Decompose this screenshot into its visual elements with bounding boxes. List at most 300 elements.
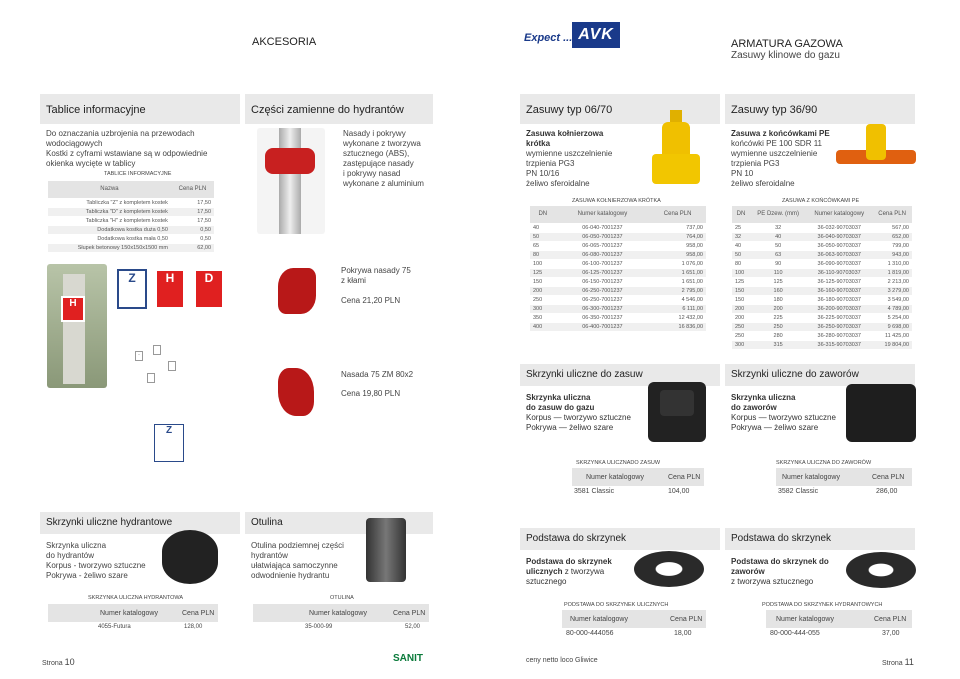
logo-expect: Expect ...	[524, 32, 573, 44]
hydrant-head-photo	[257, 128, 325, 234]
desc-line: żeliwo sferoidalne	[731, 179, 795, 188]
table-cell: 16 836,00	[649, 322, 706, 331]
podstawa1-caption: PODSTAWA DO SKRZYNEK ULICZNYCH	[564, 602, 669, 608]
desc-line: wykonane z tworzywa	[343, 139, 421, 148]
cell-num: 80-000-444056	[566, 630, 614, 637]
table-row	[530, 277, 706, 286]
desc-line: trzpienia PG3	[526, 159, 575, 168]
header-left-title: AKCESORIA	[252, 36, 317, 48]
table-cell: 06-250-7001237	[556, 295, 650, 304]
table-row	[530, 268, 706, 277]
table-row	[732, 223, 912, 232]
footer-page-number: 10	[64, 657, 75, 667]
section-title-zasuwy3690: Zasuwy typ 36/90	[731, 104, 818, 116]
table-cell: 62,00	[171, 243, 214, 252]
table-cell: 250	[750, 322, 806, 331]
table-row	[732, 331, 912, 340]
table-cell: Tabliczka "Z" z kompletem kostek	[48, 198, 171, 207]
footer-label: Strona	[42, 660, 63, 667]
table-cell: 652,00	[872, 232, 912, 241]
zasuwa3690-table	[732, 206, 912, 350]
col-price: Cena PLN	[171, 181, 214, 198]
table-cell: 6 111,00	[649, 304, 706, 313]
table-row	[530, 223, 706, 232]
hydrant-red-nozzle	[265, 148, 315, 174]
desc-line: ulicznych	[526, 567, 563, 576]
col-num: Numer katalogowy	[556, 206, 650, 223]
pokrywa-name-line: z kłami	[341, 276, 366, 285]
zasuwa0670-description	[526, 149, 612, 189]
skrz-zaworow-table	[776, 468, 912, 495]
post-sign	[61, 296, 85, 322]
desc-line: żeliwo sferoidalne	[526, 179, 590, 188]
nasady-description	[343, 129, 433, 189]
zasuwa0670-table-caption: ZASUWA KOŁNIERZOWA KRÓTKA	[572, 198, 661, 204]
table-row	[732, 277, 912, 286]
col-price: Cena PLN	[649, 206, 706, 223]
table-row	[530, 241, 706, 250]
table-row	[48, 207, 214, 216]
table-cell: 06-300-7001237	[556, 304, 650, 313]
skrz-zaworow-title: Skrzynki uliczne do zaworów	[731, 369, 859, 380]
cell-num: 4055-Futura	[98, 624, 131, 630]
desc-line: Pokrywa — żeliwo szare	[526, 423, 614, 432]
tablice-description	[46, 129, 236, 169]
table-cell: 958,00	[649, 250, 706, 259]
table-cell: 17,50	[171, 198, 214, 207]
skrz-hydr-desc	[46, 541, 146, 581]
col-price: Cena PLN	[872, 206, 912, 223]
otulina-desc	[251, 541, 344, 581]
table-cell: 300	[530, 304, 556, 313]
table-cell: 0,50	[171, 234, 214, 243]
skrz-zasuw-desc	[526, 393, 631, 433]
table-row	[732, 286, 912, 295]
footer-label: Strona	[882, 660, 903, 667]
table-cell: 50	[732, 250, 750, 259]
table-cell: 958,00	[649, 241, 706, 250]
table-cell: Dodatkowa kostka mała 0,50	[48, 234, 171, 243]
table-cell: 36-125-90703037	[806, 277, 872, 286]
table-cell: 250	[732, 322, 750, 331]
cube-icon	[153, 345, 161, 355]
table-cell: 06-400-7001237	[556, 322, 650, 331]
table-cell: 943,00	[872, 250, 912, 259]
table-row	[530, 322, 706, 331]
table-row	[732, 241, 912, 250]
table-row	[530, 295, 706, 304]
table-cell: 100	[732, 268, 750, 277]
desc-line: Skrzynka uliczna	[526, 393, 591, 402]
desc-line: Skrzynka uliczna	[731, 393, 796, 402]
table-cell: 06-250-7001237	[556, 286, 650, 295]
table-cell: 150	[732, 286, 750, 295]
zasuwa3690-title: Zasuwa z końcówkami PE	[731, 129, 830, 138]
tablice-desc-line: Do oznaczania uzbrojenia na przewodach	[46, 129, 195, 138]
cell-num: 80-000-444-055	[770, 630, 820, 637]
table-cell: 125	[750, 277, 806, 286]
desc-line: zastępujące nasady	[343, 159, 414, 168]
table-cell: 200	[750, 304, 806, 313]
col-num: Numer katalogowy	[776, 615, 834, 623]
table-cell: 125	[732, 277, 750, 286]
valve-flange	[652, 154, 700, 184]
desc-line: z tworzywa sztucznego	[731, 577, 814, 586]
otulina-title: Otulina	[251, 517, 283, 528]
col-dn: DN	[732, 206, 750, 223]
col-price: Cena PLN	[874, 615, 907, 623]
table-cell: 06-350-7001237	[556, 313, 650, 322]
yellow-gate-valve-photo	[648, 110, 704, 188]
table-cell: 06-050-7001237	[556, 232, 650, 241]
desc-line: PN 10/16	[526, 169, 560, 178]
table-cell: 11 425,00	[872, 331, 912, 340]
table-cell: 32	[732, 232, 750, 241]
valve-cap	[670, 110, 682, 122]
section-title-czesci: Części zamienne do hydrantów	[251, 104, 404, 116]
desc-line: do zaworów	[731, 403, 777, 412]
table-cell: 200	[732, 313, 750, 322]
skrz-zasuw-title: Skrzynki uliczne do zasuw	[526, 369, 643, 380]
footer-note: ceny netto loco Gliwice	[526, 657, 598, 664]
sanit-logo: SANIT	[393, 653, 423, 664]
post-body	[63, 274, 85, 384]
table-cell: 100	[530, 259, 556, 268]
footer-page-number: 11	[904, 657, 914, 667]
desc-line: ułatwiająca samoczynne	[251, 561, 338, 570]
cube-icon	[147, 373, 155, 383]
table-row	[48, 225, 214, 234]
skrz-zasuw-caption: SKRZYNKA ULICZNADO ZASUW	[576, 460, 661, 466]
section-title-zasuwy0670: Zasuwy typ 06/70	[526, 104, 613, 116]
title-line: krótka	[526, 139, 551, 148]
desc-line: odwodnienie hydrantu	[251, 571, 330, 580]
tablice-table	[48, 181, 214, 253]
nasada-price: Cena 19,80 PLN	[341, 389, 401, 398]
desc-line: zaworów	[731, 567, 765, 576]
table-cell: 3 549,00	[872, 295, 912, 304]
otulina-caption: OTULINA	[330, 595, 354, 601]
desc-line: Pokrywa — żeliwo szare	[731, 423, 819, 432]
table-row	[732, 340, 912, 349]
header-right-title: ARMATURA GAZOWA	[731, 38, 843, 50]
header-right	[731, 38, 843, 61]
cell-price: 104,00	[668, 488, 690, 495]
table-cell: 19 804,00	[872, 340, 912, 349]
desc-line: Otulina podziemnej części	[251, 541, 344, 550]
skrz-hydr-caption: SKRZYNKA ULICZNA HYDRANTOWA	[88, 595, 184, 601]
nasada-photo	[278, 368, 314, 416]
table-cell: Dodatkowa kostka duża 0,50	[48, 225, 171, 234]
col-num: Numer katalogowy	[782, 473, 840, 481]
table-cell: 06-100-7001237	[556, 259, 650, 268]
col-price: Cena PLN	[872, 473, 905, 481]
table-cell: 4 546,00	[649, 295, 706, 304]
table-cell: 40	[750, 232, 806, 241]
zasuwa3690-description	[731, 139, 822, 189]
desc-line: i pokrywy nasad	[343, 169, 401, 178]
concrete-post-photo	[47, 264, 107, 388]
skrz-zasuw-photo	[648, 382, 706, 442]
col-price: Cena PLN	[393, 609, 426, 617]
zasuwa3690-table-caption: ZASUWA Z KOŃCÓWKAMI PE	[782, 198, 860, 204]
podstawa1-table	[562, 610, 706, 637]
table-cell: 90	[750, 259, 806, 268]
tablice-table-caption: TABLICE INFORMACYJNE	[104, 171, 172, 177]
table-cell: 36-040-90703037	[806, 232, 872, 241]
table-cell: 200	[732, 304, 750, 313]
cell-price: 18,00	[674, 630, 692, 637]
desc-line: hydrantów	[251, 551, 288, 560]
table-cell: 2 213,00	[872, 277, 912, 286]
table-cell: 06-040-7001237	[556, 223, 650, 232]
skrz-hydr-title: Skrzynki uliczne hydrantowe	[46, 517, 173, 528]
table-cell: 5 254,00	[872, 313, 912, 322]
col-price: Cena PLN	[668, 473, 701, 481]
number-cubes-image	[133, 343, 193, 393]
table-row	[732, 232, 912, 241]
table-row	[48, 216, 214, 225]
desc-line: sztucznego	[526, 577, 567, 586]
table-row	[732, 313, 912, 322]
table-cell: 315	[750, 340, 806, 349]
table-cell: 250	[732, 331, 750, 340]
pokrywa-name	[341, 266, 411, 286]
table-cell: 150	[530, 277, 556, 286]
desc-line: PN 10	[731, 169, 754, 178]
table-cell: 36-063-90703037	[806, 250, 872, 259]
pokrywa-price: Cena 21,20 PLN	[341, 296, 401, 305]
table-cell: 17,50	[171, 207, 214, 216]
desc-line: wymienne uszczelnienie	[731, 149, 818, 158]
table-cell: 1 651,00	[649, 277, 706, 286]
skrz-hydr-table	[48, 604, 218, 630]
table-row	[732, 250, 912, 259]
table-cell: 400	[530, 322, 556, 331]
desc-line: do zasuw do gazu	[526, 403, 595, 412]
otulina-photo	[366, 518, 406, 582]
table-cell: 32	[750, 223, 806, 232]
pe-valve-photo	[836, 120, 916, 176]
table-row	[732, 322, 912, 331]
z-plate-sign	[154, 424, 184, 462]
col-num: Numer katalogowy	[309, 609, 367, 617]
table-cell: 1 819,00	[872, 268, 912, 277]
table-cell: 3 279,00	[872, 286, 912, 295]
table-row	[530, 232, 706, 241]
table-cell: 36-160-90703037	[806, 286, 872, 295]
table-cell: 737,00	[649, 223, 706, 232]
desc-line: Podstawa do skrzynek do	[731, 557, 829, 566]
table-row	[732, 304, 912, 313]
table-cell: Tabliczka "H" z kompletem kostek	[48, 216, 171, 225]
table-cell: 06-125-7001237	[556, 268, 650, 277]
avk-logo	[524, 22, 620, 50]
tablice-desc-line: Kostki z cyframi wstawiane są w odpowiednie	[46, 149, 208, 158]
desc-line: trzpienia PG3	[731, 159, 780, 168]
table-cell: 36-110-90703037	[806, 268, 872, 277]
table-cell: 110	[750, 268, 806, 277]
desc-line: Korpus - tworzywo sztuczne	[46, 561, 146, 570]
table-cell: 63	[750, 250, 806, 259]
podstawa1-title: Podstawa do skrzynek	[526, 533, 627, 544]
table-cell: 65	[530, 241, 556, 250]
table-cell: 06-065-7001237	[556, 241, 650, 250]
table-cell: 06-080-7001237	[556, 250, 650, 259]
table-cell: 36-200-90703037	[806, 304, 872, 313]
col-num: Numer katalogowy	[570, 615, 628, 623]
desc-line: wymienne uszczelnienie	[526, 149, 613, 158]
desc-line: Podstawa do skrzynek	[526, 557, 612, 566]
table-cell: 1 310,00	[872, 259, 912, 268]
col-price: Cena PLN	[670, 615, 703, 623]
table-cell: 799,00	[872, 241, 912, 250]
table-row	[530, 259, 706, 268]
table-cell: 280	[750, 331, 806, 340]
hydrant-pipe	[279, 128, 301, 234]
table-cell: 36-250-90703037	[806, 322, 872, 331]
podstawa1-photo	[634, 551, 704, 587]
desc-line: Nasady i pokrywy	[343, 129, 406, 138]
table-cell: 0,50	[171, 225, 214, 234]
skrz-zaworow-desc	[731, 393, 836, 433]
table-cell: 36-180-90703037	[806, 295, 872, 304]
col-name: Nazwa	[48, 181, 171, 198]
cell-price: 52,00	[405, 624, 421, 630]
podstawa2-photo	[846, 552, 916, 588]
pokrywa-name-line: Pokrywa nasady 75	[341, 266, 411, 275]
sign-z	[117, 269, 147, 309]
cell-price: 128,00	[184, 624, 203, 630]
cube-icon	[168, 361, 176, 371]
table-cell: 180	[750, 295, 806, 304]
table-cell: 250	[530, 295, 556, 304]
table-cell: 9 698,00	[872, 322, 912, 331]
col-dn: DN	[530, 206, 556, 223]
table-cell: 2 795,00	[649, 286, 706, 295]
pe-valve-body	[866, 124, 886, 160]
sign-letter: H	[165, 271, 175, 285]
table-cell: 50	[530, 232, 556, 241]
zasuwa0670-table	[530, 206, 706, 332]
sign-letter: D	[204, 271, 214, 285]
desc-line: Korpus — tworzywo sztuczne	[526, 413, 631, 422]
zasuwa0670-title	[526, 129, 603, 149]
sign-letter: Z	[128, 271, 136, 285]
col-num: Numer katalogowy	[100, 609, 158, 617]
table-cell: 150	[732, 295, 750, 304]
table-row	[530, 304, 706, 313]
table-cell: 225	[750, 313, 806, 322]
podstawa2-table	[766, 610, 912, 637]
skrz-zaworow-caption: SKRZYNKA ULICZNA DO ZAWORÓW	[776, 460, 872, 466]
table-cell: 350	[530, 313, 556, 322]
col-price: Cena PLN	[182, 609, 215, 617]
cell-price: 286,00	[876, 488, 898, 495]
table-cell: 50	[750, 241, 806, 250]
table-cell: 200	[530, 286, 556, 295]
col-num: Numer katalogowy	[586, 473, 644, 481]
tablice-desc-line: okienka wycięte w tablicy	[46, 159, 136, 168]
podstawa2-caption: PODSTAWA DO SKRZYNEK HYDRANTOWYCH	[762, 602, 883, 608]
table-cell: 1 076,00	[649, 259, 706, 268]
table-cell: 300	[732, 340, 750, 349]
plate-letter: Z	[165, 425, 173, 436]
desc-line: do hydrantów	[46, 551, 95, 560]
table-cell: 25	[732, 223, 750, 232]
pokrywa-photo	[278, 268, 316, 314]
podstawa1-desc	[526, 557, 612, 587]
col-num: Numer katalogowy	[806, 206, 872, 223]
table-cell: 36-280-90703037	[806, 331, 872, 340]
title-line: Zasuwa kołnierzowa	[526, 129, 604, 138]
table-cell: 4 789,00	[872, 304, 912, 313]
table-row	[48, 243, 214, 252]
cell-num: 35-000-99	[305, 624, 333, 630]
table-cell: 17,50	[171, 216, 214, 225]
footer-right	[882, 657, 914, 667]
desc-line: Skrzynka uliczna	[46, 541, 107, 550]
table-cell: 40	[732, 241, 750, 250]
desc-line: końcówki PE 100 SDR 11	[731, 139, 823, 148]
table-row	[530, 286, 706, 295]
header-right-subtitle: Zasuwy klinowe do gazu	[731, 50, 840, 61]
desc-line: wykonane z aluminium	[343, 179, 424, 188]
table-cell: 36-050-90703037	[806, 241, 872, 250]
table-cell: Słupek betonowy 150x150x1500 mm	[48, 243, 171, 252]
table-cell: Tabliczka "D" z kompletem kostek	[48, 207, 171, 216]
podstawa2-desc	[731, 557, 829, 587]
table-row	[530, 313, 706, 322]
table-row	[530, 250, 706, 259]
desc-line: Korpus — tworzywo sztuczne	[731, 413, 836, 422]
sign-h	[155, 269, 185, 309]
table-cell: 567,00	[872, 223, 912, 232]
table-row	[48, 234, 214, 243]
desc-line: z tworzywa	[564, 567, 605, 576]
skrz-hydr-photo	[162, 530, 218, 584]
desc-line: sztucznego (ABS),	[343, 149, 410, 158]
post-sign-letter: H	[69, 298, 77, 309]
table-cell: 36-225-90703037	[806, 313, 872, 322]
table-row	[48, 198, 214, 207]
table-cell: 40	[530, 223, 556, 232]
box-lid	[660, 390, 694, 416]
otulina-table	[253, 604, 429, 630]
table-cell: 06-150-7001237	[556, 277, 650, 286]
podstawa2-title: Podstawa do skrzynek	[731, 533, 832, 544]
table-cell: 36-090-90703037	[806, 259, 872, 268]
table-cell: 160	[750, 286, 806, 295]
table-cell: 80	[530, 250, 556, 259]
logo-brand: AVK	[572, 22, 620, 48]
table-cell: 12 432,00	[649, 313, 706, 322]
nasada-name: Nasada 75 ZM 80x2	[341, 370, 414, 379]
skrz-zasuw-table	[572, 468, 704, 495]
table-row	[732, 295, 912, 304]
desc-line: Pokrywa - żeliwo szare	[46, 571, 128, 580]
col-pe: PE Dzew. (mm)	[750, 206, 806, 223]
table-cell: 36-032-90703037	[806, 223, 872, 232]
table-cell: 1 651,00	[649, 268, 706, 277]
table-cell: 764,00	[649, 232, 706, 241]
table-row	[732, 259, 912, 268]
table-cell: 36-315-90703037	[806, 340, 872, 349]
cube-icon: ·	[135, 351, 143, 361]
table-cell: 125	[530, 268, 556, 277]
footer-left	[42, 657, 75, 667]
cell-num: 3582 Classic	[778, 488, 819, 495]
